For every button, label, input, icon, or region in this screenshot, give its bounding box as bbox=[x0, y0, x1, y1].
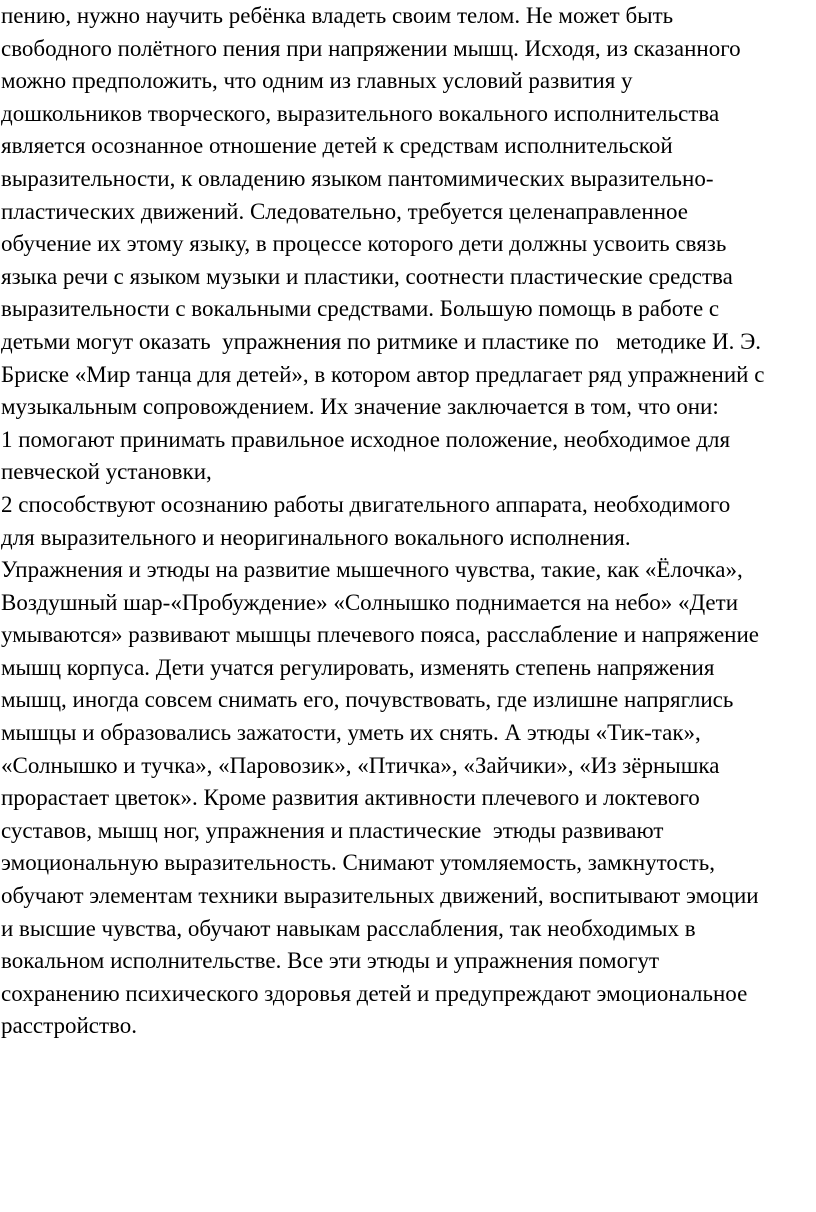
text-line: языка речи с языком музыки и пластики, соотнести пластические средства bbox=[1, 263, 733, 289]
text-line: расстройство. bbox=[1, 1013, 137, 1039]
list-item-1: 1 помогают принимать правильное исходное положение, необходимое для bbox=[1, 426, 731, 452]
text-line: мышц корпуса. Дети учатся регулировать, изменять степень напряжения bbox=[1, 654, 715, 680]
text-line: детьми могут оказать упражнения по ритмике и пластике по методике И. Э. bbox=[1, 328, 762, 354]
list-item-2: 2 способствуют осознанию работы двигательного аппарата, необходимого bbox=[1, 491, 731, 517]
text-line: вокальном исполнительстве. Все эти этюды и упражнения помогут bbox=[1, 948, 660, 974]
text-line: пластических движений. Следовательно, требуется целенаправленное bbox=[1, 198, 689, 224]
text-line: можно предположить, что одним из главных условий развития у bbox=[1, 68, 633, 94]
text-line: обучают элементам техники выразительных движений, воспитывают эмоции bbox=[1, 883, 759, 909]
text-line: пению, нужно научить ребёнка владеть своим телом. Не может быть bbox=[1, 3, 674, 28]
text-line: сохранению психического здоровья детей и предупреждают эмоциональное bbox=[1, 980, 748, 1006]
text-line: «Солнышко и тучка», «Паровозик», «Птичка», «Зайчики», «Из зёрнышка bbox=[1, 752, 720, 778]
text-line: дошкольников творческого, выразительного вокального исполнительства bbox=[1, 100, 720, 126]
text-line: музыкальным сопровождением. Их значение заключается в том, что они: bbox=[1, 394, 719, 420]
text-line: для выразительного и неоригинального вокального исполнения. bbox=[1, 524, 631, 550]
text-line: певческой установки, bbox=[1, 459, 212, 485]
text-line: прорастает цветок». Кроме развития активности плечевого и локтевого bbox=[1, 785, 700, 811]
text-line: Воздушный шар-«Пробуждение» «Солнышко поднимается на небо» «Дети bbox=[1, 589, 738, 615]
text-line: выразительности с вокальными средствами. Большую помощь в работе с bbox=[1, 296, 720, 322]
text-line: является осознанное отношение детей к средствам исполнительской bbox=[1, 133, 673, 159]
text-line: обучение их этому языку, в процессе которого дети должны усвоить связь bbox=[1, 231, 727, 257]
text-line: и высшие чувства, обучают навыкам расслабления, так необходимых в bbox=[1, 915, 696, 941]
text-line: эмоциональную выразительность. Снимают утомляемость, замкнутость, bbox=[1, 850, 715, 876]
body-text bbox=[1, 0, 816, 1043]
text-line: мышц, иногда совсем снимать его, почувствовать, где излишне напряглись bbox=[1, 687, 734, 713]
text-line: умываются» развивают мышцы плечевого пояса, расслабление и напряжение bbox=[1, 622, 760, 648]
text-line: мышцы и образовались зажатости, уметь их снять. А этюды «Тик-так», bbox=[1, 720, 701, 746]
text-line: суставов, мышц ног, упражнения и пластические этюды развивают bbox=[1, 817, 664, 843]
text-line: Упражнения и этюды на развитие мышечного чувства, такие, как «Ёлочка», bbox=[1, 557, 743, 583]
text-line: Бриске «Мир танца для детей», в котором автор предлагает ряд упражнений с bbox=[1, 361, 765, 387]
text-line: свободного полётного пения при напряжении мышц. Исходя, из сказанного bbox=[1, 35, 741, 61]
text-line: выразительности, к овладению языком пантомимических выразительно- bbox=[1, 165, 714, 191]
